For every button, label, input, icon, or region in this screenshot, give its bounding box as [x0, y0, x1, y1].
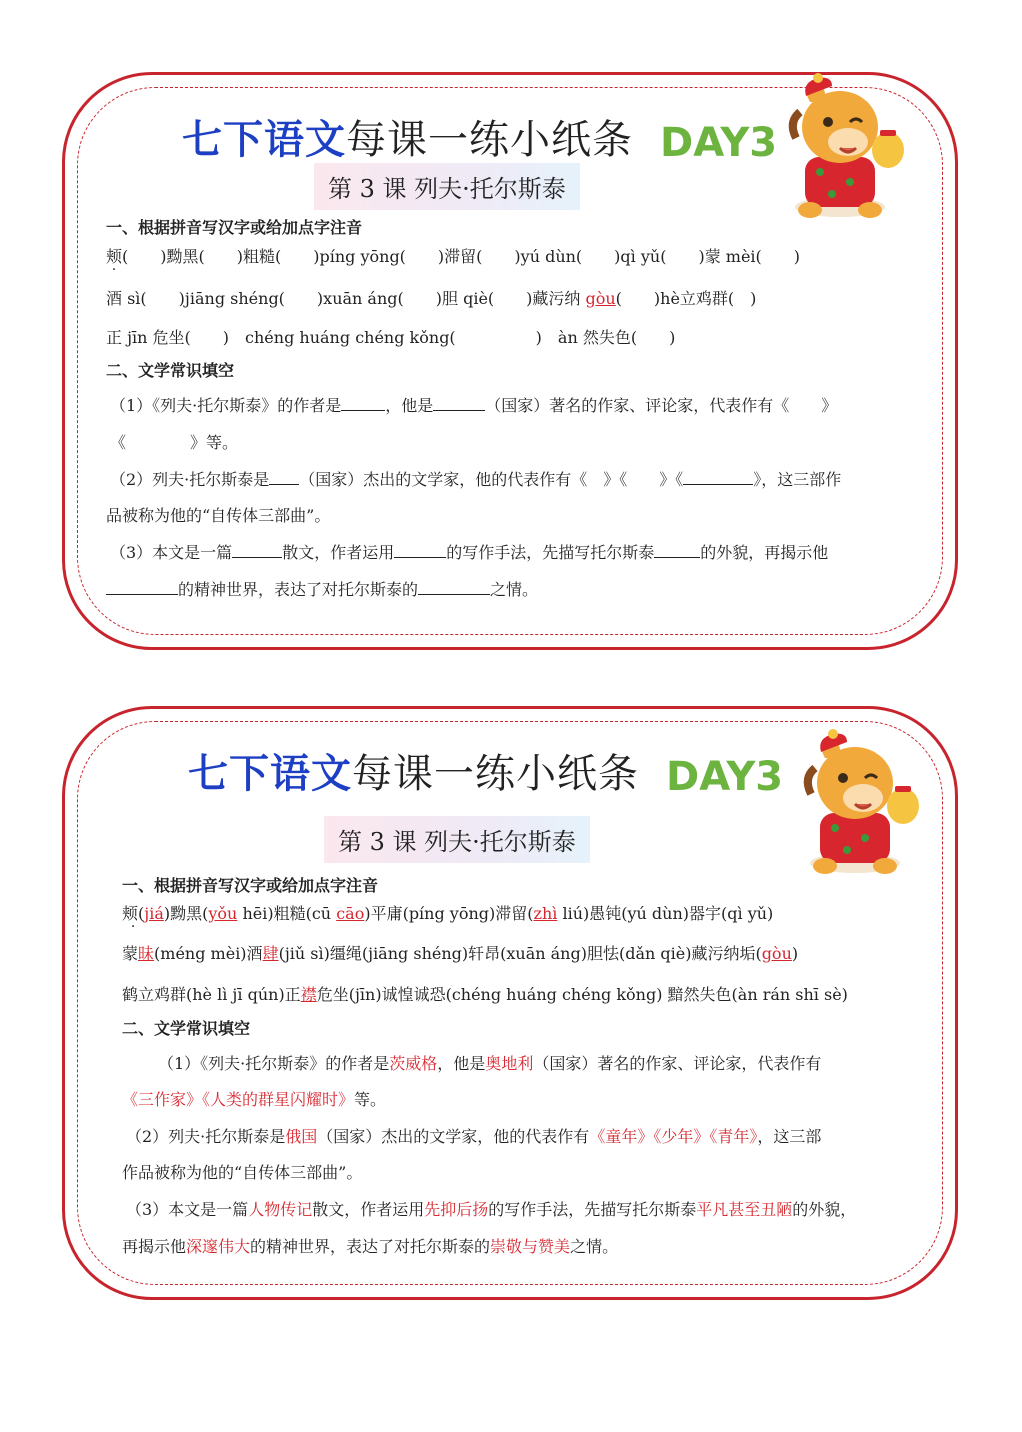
question-2-2-cont: 品被称为他的“自传体三部曲”。 [106, 506, 331, 525]
answer-2-3: （3）本文是一篇人物传记散文，作者运用先抑后扬的写作手法，先描写托尔斯泰平凡甚至丑陋的外貌， [126, 1200, 857, 1219]
question-2-3: （3）本文是一篇 散文，作者运用 的写作手法，先描写托尔斯泰 的外貌，再揭示他 [110, 543, 829, 562]
day-label: DAY3 [666, 754, 784, 800]
fill-blank[interactable] [683, 470, 753, 485]
lesson-title: 第 3 课 列夫·托尔斯泰 [314, 163, 580, 210]
horse-mascot-icon [785, 728, 925, 878]
question-row-2: 酒 sì( )jiāng shéng( )xuān áng( )胆 qiè( )藏污纳 gòu( )hè立鸡群( ) [106, 289, 757, 308]
fill-blank[interactable] [433, 396, 485, 411]
question-2-2: （2）列夫·托尔斯泰是 （国家）杰出的文学家，他的代表作有《 》《 》《 》，这三部作 [110, 470, 842, 489]
section-pinyin-heading: 一、根据拼音写汉字或给加点字注音 [106, 218, 363, 237]
fill-blank[interactable] [418, 580, 490, 595]
fill-blank[interactable] [232, 543, 282, 558]
section-literature-heading: 二、文学常识填空 [106, 361, 235, 380]
fill-blank[interactable] [394, 543, 446, 558]
section-literature-heading: 二、文学常识填空 [122, 1019, 251, 1038]
question-2-1: （1）《列夫·托尔斯泰》的作者是 ，他是 （国家）著名的作家、评论家，代表作有《 》 [110, 396, 838, 415]
answer-2-2: （2）列夫·托尔斯泰是俄国（国家）杰出的文学家，他的代表作有《童年》《少年》《青年》，这三部 [126, 1127, 822, 1146]
answer-2-2-cont: 作品被称为他的“自传体三部曲”。 [122, 1163, 363, 1182]
page-title: 七下语文每课一练小纸条 [182, 116, 633, 163]
answer-row-2: 蒙昧(méng mèi)酒肆(jiǔ sì)缰绳(jiāng shéng)轩昂(xuān áng)胆怯(dǎn qiè)藏污纳垢(gòu) [122, 944, 799, 963]
fill-blank[interactable] [654, 543, 700, 558]
question-2-3-cont: 的精神世界，表达了对托尔斯泰的 之情。 [106, 577, 538, 600]
question-row-1: 颊( )黝黑( )粗糙( )píng yōng( )滞留( )yú dùn( )qì yǔ( )蒙 mèi( ) [106, 247, 801, 266]
answer-row-1: 颊( ·jiá)黝黑(yǒu hēi)粗糙(cū cāo)平庸(píng yōng)滞留(zhì liú)愚钝(yú dùn)器宇(qì yǔ) [122, 901, 773, 924]
day-label: DAY3 [660, 120, 778, 166]
fill-blank[interactable] [106, 580, 178, 595]
question-row-3: 正 jīn 危坐( ) chéng huáng chéng kǒng( ) àn 然失色( ) [106, 328, 676, 347]
fill-blank[interactable] [269, 470, 299, 485]
fill-blank[interactable] [341, 396, 385, 411]
horse-mascot-icon [770, 72, 910, 222]
question-2-1-cont: 《 》等。 [110, 433, 239, 452]
section-pinyin-heading: 一、根据拼音写汉字或给加点字注音 [122, 876, 379, 895]
answer-2-1: （1）《列夫·托尔斯泰》的作者是茨威格，他是奥地利（国家）著名的作家、评论家，代表作有 [158, 1054, 822, 1073]
answer-row-3: 鹤立鸡群(hè lì jī qún)正襟危坐(jīn)诚惶诚恐(chéng huáng chéng kǒng) 黯然失色(àn rán shī sè) [122, 985, 848, 1004]
answer-2-1-cont: 《三作家》《人类的群星闪耀时》等。 [122, 1090, 387, 1109]
lesson-title: 第 3 课 列夫·托尔斯泰 [324, 816, 590, 863]
answer-2-3-cont: 再揭示他深邃伟大的精神世界，表达了对托尔斯泰的崇敬与赞美之情。 [122, 1237, 619, 1256]
page-title: 七下语文每课一练小纸条 [188, 750, 639, 797]
